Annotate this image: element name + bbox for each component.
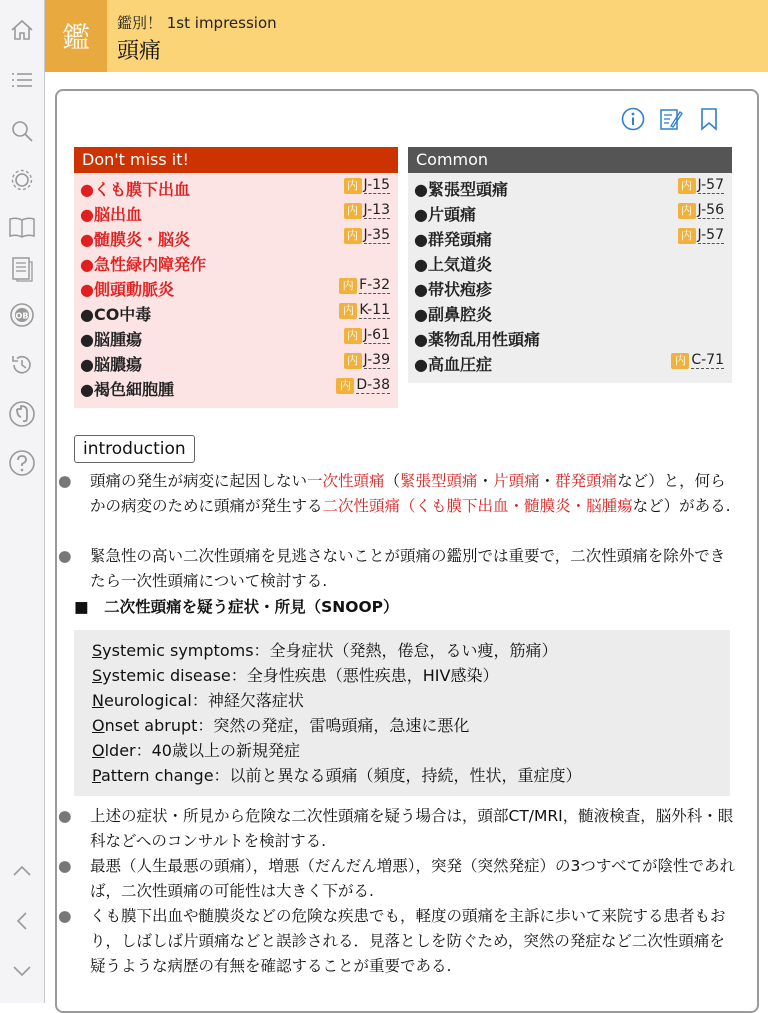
reference-code[interactable]: K-11 bbox=[359, 302, 390, 318]
link-primary-headache[interactable]: 一次性頭痛 bbox=[307, 472, 385, 490]
bullet-icon: ● bbox=[58, 807, 72, 825]
item-name[interactable]: ●脳出血 bbox=[80, 205, 142, 224]
reference-code[interactable]: C-71 bbox=[691, 352, 724, 368]
dont-miss-item[interactable] bbox=[74, 252, 398, 277]
reference-link[interactable] bbox=[344, 177, 391, 194]
item-name[interactable]: ●帯状疱疹 bbox=[414, 280, 492, 299]
reference-code[interactable]: J-15 bbox=[363, 177, 390, 193]
snoop-text: ystemic symptoms：全身症状（発熱，倦怠，るい痩，筋痛） bbox=[102, 641, 558, 660]
intro-paragraph-5 bbox=[58, 904, 740, 979]
page-header bbox=[45, 0, 768, 72]
dont-miss-item[interactable] bbox=[74, 277, 398, 302]
reference-code[interactable]: D-38 bbox=[356, 377, 390, 393]
notes-icon[interactable] bbox=[6, 253, 38, 285]
search-icon[interactable] bbox=[6, 115, 38, 147]
reference-code[interactable]: F-32 bbox=[359, 277, 390, 293]
text: 頭痛の発生が病変に起因しない bbox=[90, 472, 308, 490]
snoop-box bbox=[74, 630, 730, 796]
dont-miss-item[interactable] bbox=[74, 327, 398, 352]
common-item[interactable] bbox=[408, 302, 732, 327]
item-name[interactable]: ●急性緑内障発作 bbox=[80, 255, 206, 274]
text: ・ bbox=[539, 472, 556, 490]
reference-tag: 内 bbox=[671, 353, 689, 369]
reference-link[interactable] bbox=[339, 277, 390, 294]
info-icon[interactable] bbox=[619, 105, 647, 133]
reference-tag: 内 bbox=[336, 378, 354, 394]
edit-note-icon[interactable] bbox=[657, 105, 685, 133]
reference-tag: 内 bbox=[344, 353, 362, 369]
reference-link[interactable] bbox=[678, 177, 725, 194]
common-item[interactable] bbox=[408, 352, 732, 377]
reference-code[interactable]: J-56 bbox=[697, 202, 724, 218]
reference-tag: 内 bbox=[344, 203, 362, 219]
snoop-item bbox=[92, 738, 300, 763]
link-migraine[interactable]: 片頭痛 bbox=[493, 472, 540, 490]
dont-miss-list bbox=[74, 173, 398, 408]
snoop-initial: P bbox=[92, 766, 101, 785]
common-item[interactable] bbox=[408, 327, 732, 352]
item-name[interactable]: ●褐色細胞腫 bbox=[80, 380, 174, 399]
item-name[interactable]: ●くも膜下出血 bbox=[80, 180, 190, 199]
book-subtitle: 鑑別！ 1st impression bbox=[117, 14, 277, 32]
text: 緊急性の高い二次性頭痛を見逃さないことが頭痛の鑑別では重要で，二次性頭痛を除外できたら一次性頭痛について検討する. bbox=[90, 547, 726, 590]
link-sah[interactable]: くも膜下出血 bbox=[415, 497, 509, 515]
item-name[interactable]: ●脳腫瘍 bbox=[80, 330, 142, 349]
dont-miss-title: Don't miss it! bbox=[74, 147, 398, 173]
link-secondary-headache[interactable]: 二次性頭痛 bbox=[322, 497, 401, 515]
common-box bbox=[408, 147, 732, 383]
reference-link[interactable] bbox=[344, 227, 391, 244]
bullet-icon: ● bbox=[58, 857, 72, 875]
snoop-initial: O bbox=[92, 741, 105, 760]
reference-code[interactable]: J-61 bbox=[363, 327, 390, 343]
item-name[interactable]: ●側頭動脈炎 bbox=[80, 280, 174, 299]
snoop-item bbox=[92, 713, 469, 738]
snoop-text: nset abrupt：突然の発症，雷鳴頭痛，急速に悪化 bbox=[104, 716, 470, 735]
snoop-initial: O bbox=[92, 716, 105, 735]
reference-link[interactable] bbox=[344, 202, 391, 219]
ob-icon[interactable] bbox=[6, 299, 38, 331]
link-cluster-headache[interactable]: 群発頭痛 bbox=[555, 472, 618, 490]
chevron-left-icon[interactable] bbox=[6, 905, 38, 937]
svg-text:OB: OB bbox=[15, 311, 29, 321]
dont-miss-item[interactable] bbox=[74, 302, 398, 327]
reference-tag: 内 bbox=[344, 328, 362, 344]
bookmark-icon[interactable] bbox=[695, 105, 723, 133]
category-badge: 鑑 bbox=[45, 0, 107, 72]
left-sidebar bbox=[0, 0, 45, 1003]
history-icon[interactable] bbox=[6, 349, 38, 381]
text: など）がある. bbox=[632, 497, 731, 515]
text: 最悪（人生最悪の頭痛），増悪（だんだん増悪），突発（突然発症）の3つすべてが陰性であれば，二次性頭痛の可能性は大きく下がる. bbox=[90, 857, 736, 900]
item-name[interactable]: ●脳膿瘍 bbox=[80, 355, 142, 374]
dont-miss-item[interactable] bbox=[74, 227, 398, 252]
intro-paragraph-3 bbox=[58, 804, 740, 854]
intro-paragraph-4 bbox=[58, 854, 740, 904]
snoop-item bbox=[92, 663, 498, 688]
reference-code[interactable]: J-57 bbox=[697, 227, 724, 243]
item-name[interactable]: ●薬物乱用性頭痛 bbox=[414, 330, 540, 349]
snoop-item bbox=[92, 638, 558, 663]
reference-code[interactable]: J-13 bbox=[363, 202, 390, 218]
item-name[interactable]: ●片頭痛 bbox=[414, 205, 476, 224]
link-meningitis[interactable]: 髄膜炎 bbox=[524, 497, 571, 515]
reference-tag: 内 bbox=[344, 178, 362, 194]
snoop-initial: S bbox=[92, 666, 103, 685]
snoop-initial: S bbox=[92, 641, 103, 660]
reference-link[interactable] bbox=[344, 327, 391, 344]
chevron-up-icon[interactable] bbox=[6, 855, 38, 887]
dont-miss-item[interactable] bbox=[74, 177, 398, 202]
item-name[interactable]: ●副鼻腔炎 bbox=[414, 305, 492, 324]
common-item[interactable] bbox=[408, 277, 732, 302]
snoop-text: eurological：神経欠落症状 bbox=[103, 691, 304, 710]
content-panel bbox=[55, 89, 759, 1013]
item-name[interactable]: ●緊張型頭痛 bbox=[414, 180, 508, 199]
reference-code[interactable]: J-39 bbox=[363, 352, 390, 368]
text: （ bbox=[400, 497, 416, 515]
introduction-label: introduction bbox=[74, 435, 195, 463]
snoop-text: attern change：以前と異なる頭痛（頻度，持続，性状，重症度） bbox=[100, 766, 582, 785]
link-tension-headache[interactable]: 緊張型頭痛 bbox=[400, 472, 478, 490]
snoop-item bbox=[92, 688, 304, 713]
reference-tag: 内 bbox=[339, 278, 357, 294]
chevron-down-icon[interactable] bbox=[6, 955, 38, 987]
item-name[interactable]: ●髄膜炎・脳炎 bbox=[80, 230, 190, 249]
text: ・ bbox=[508, 497, 525, 515]
reference-link[interactable] bbox=[671, 352, 724, 369]
snoop-item bbox=[92, 763, 582, 788]
text: くも膜下出血や髄膜炎などの危険な疾患でも，軽度の頭痛を主訴に歩いて来院する患者もおり，しばしば片頭痛などと誤診される．見落としを防ぐため，突然の発症など二次性頭痛を疑うような病歴の有無を確認することが重要である. bbox=[90, 907, 726, 975]
common-item[interactable] bbox=[408, 227, 732, 252]
reference-tag: 内 bbox=[678, 178, 696, 194]
item-name[interactable]: ●上気道炎 bbox=[414, 255, 492, 274]
snoop-heading: ■ 二次性頭痛を疑う症状・所見（SNOOP） bbox=[74, 598, 399, 616]
snoop-initial: N bbox=[92, 691, 104, 710]
text: ・ bbox=[570, 497, 587, 515]
reference-link[interactable] bbox=[678, 202, 725, 219]
reference-code[interactable]: J-35 bbox=[363, 227, 390, 243]
reference-link[interactable] bbox=[678, 227, 725, 244]
book-icon[interactable] bbox=[6, 211, 38, 243]
evernote-icon[interactable] bbox=[6, 398, 38, 430]
dont-miss-item[interactable] bbox=[74, 377, 398, 402]
dont-miss-item[interactable] bbox=[74, 352, 398, 377]
text: （ bbox=[384, 472, 401, 490]
reference-tag: 内 bbox=[678, 228, 696, 244]
item-name[interactable]: ●高血圧症 bbox=[414, 355, 492, 374]
snoop-text: ystemic disease：全身性疾患（悪性疾患，HIV感染） bbox=[102, 666, 499, 685]
common-item[interactable] bbox=[408, 252, 732, 277]
page-title: 頭痛 bbox=[117, 39, 162, 64]
common-title: Common bbox=[408, 147, 732, 173]
text: ・ bbox=[477, 472, 494, 490]
item-name[interactable]: ●CO中毒 bbox=[80, 305, 152, 324]
intro-paragraph-2 bbox=[58, 544, 740, 594]
help-icon[interactable] bbox=[6, 447, 38, 479]
common-item[interactable] bbox=[408, 202, 732, 227]
reference-link[interactable] bbox=[344, 352, 391, 369]
reference-link[interactable] bbox=[339, 302, 390, 319]
bullet-icon: ● bbox=[58, 547, 72, 565]
common-item[interactable] bbox=[408, 177, 732, 202]
list-icon[interactable] bbox=[6, 64, 38, 96]
text: など）と，何らかの病変のために頭痛が発生する bbox=[90, 472, 726, 515]
reference-tag: 内 bbox=[339, 303, 357, 319]
link-brain-tumor[interactable]: 脳腫瘍 bbox=[586, 497, 633, 515]
home-icon[interactable] bbox=[6, 14, 38, 46]
bullet-icon: ● bbox=[58, 907, 72, 925]
reference-tag: 内 bbox=[344, 228, 362, 244]
item-name[interactable]: ●群発頭痛 bbox=[414, 230, 492, 249]
text: 上述の症状・所見から危険な二次性頭痛を疑う場合は，頭部CT/MRI，髄液検査，脳外科・眼科などへのコンサルトを検討する. bbox=[90, 807, 734, 850]
snoop-text: lder：40歳以上の新規発症 bbox=[104, 741, 300, 760]
bullet-icon: ● bbox=[58, 472, 72, 490]
reference-link[interactable] bbox=[336, 377, 390, 394]
common-list bbox=[408, 173, 732, 383]
reference-code[interactable]: J-57 bbox=[697, 177, 724, 193]
settings-icon[interactable] bbox=[6, 164, 38, 196]
dont-miss-box bbox=[74, 147, 398, 408]
reference-tag: 内 bbox=[678, 203, 696, 219]
dont-miss-item[interactable] bbox=[74, 202, 398, 227]
intro-paragraph-1 bbox=[58, 469, 740, 519]
